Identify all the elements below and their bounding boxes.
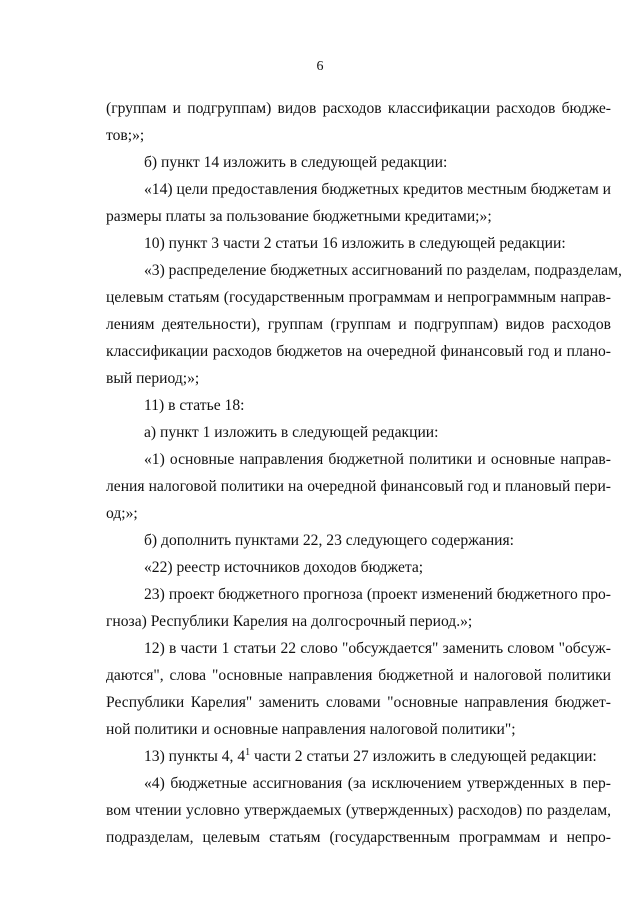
text-line: ной политики и основные направления налоговой политики";: [106, 721, 516, 738]
text-segment: 13) пункты 4, 4: [144, 748, 246, 765]
text-line: тов;»;: [106, 127, 145, 144]
text-line: даются", слова "основные направления бюджетной и налоговой политики: [106, 667, 611, 684]
text-line: классификации расходов бюджетов на очередной финансовый год и плано-: [106, 343, 611, 360]
text-line: целевым статьям (государственным программам и непрограммным направ-: [106, 289, 611, 306]
text-line: 11) в статье 18:: [144, 397, 245, 414]
text-line: [106, 743, 611, 770]
superscript: 1: [245, 746, 251, 758]
text-line: од;»;: [106, 505, 138, 522]
text-line: «22) реестр источников доходов бюджета;: [144, 559, 424, 576]
text-line: 23) проект бюджетного прогноза (проект изменений бюджетного про-: [144, 586, 611, 603]
text-line: а) пункт 1 изложить в следующей редакции:: [144, 424, 439, 441]
text-line: (группам и подгруппам) видов расходов классификации расходов бюдже-: [106, 100, 611, 117]
page-number: 6: [316, 59, 324, 74]
text-segment: части 2 статьи 27 изложить в следующей редакции:: [250, 748, 597, 765]
text-line: вый период;»;: [106, 370, 200, 387]
text-line: 12) в части 1 статьи 22 слово "обсуждается" заменить словом "обсуж-: [144, 640, 611, 657]
text-line: «14) цели предоставления бюджетных кредитов местным бюджетам и: [144, 181, 611, 198]
text-line: б) дополнить пунктами 22, 23 следующего содержания:: [144, 532, 515, 549]
text-line: лениям деятельности), группам (группам и подгруппам) видов расходов: [106, 316, 611, 333]
text-line: «4) бюджетные ассигнования (за исключением утвержденных в пер-: [144, 775, 611, 792]
text-line: ления налоговой политики на очередной финансовый год и плановый пери-: [106, 478, 611, 495]
text-line: подразделам, целевым статьям (государственным программам и непро-: [106, 829, 611, 846]
text-line: вом чтении условно утверждаемых (утвержденных) расходов) по разделам,: [106, 802, 611, 819]
document-body: [106, 95, 622, 851]
text-line: размеры платы за пользование бюджетными кредитами;»;: [106, 208, 492, 225]
text-line: 10) пункт 3 части 2 статьи 16 изложить в следующей редакции:: [144, 235, 566, 252]
text-line: гноза) Республики Карелия на долгосрочный период.»;: [106, 613, 473, 630]
text-line: б) пункт 14 изложить в следующей редакции:: [144, 154, 448, 171]
text-line: «3) распределение бюджетных ассигнований по разделам, подразделам,: [144, 262, 622, 279]
text-line: Республики Карелия" заменить словами "основные направления бюджет-: [106, 694, 611, 711]
text-line: «1) основные направления бюджетной политики и основные направ-: [144, 451, 611, 468]
